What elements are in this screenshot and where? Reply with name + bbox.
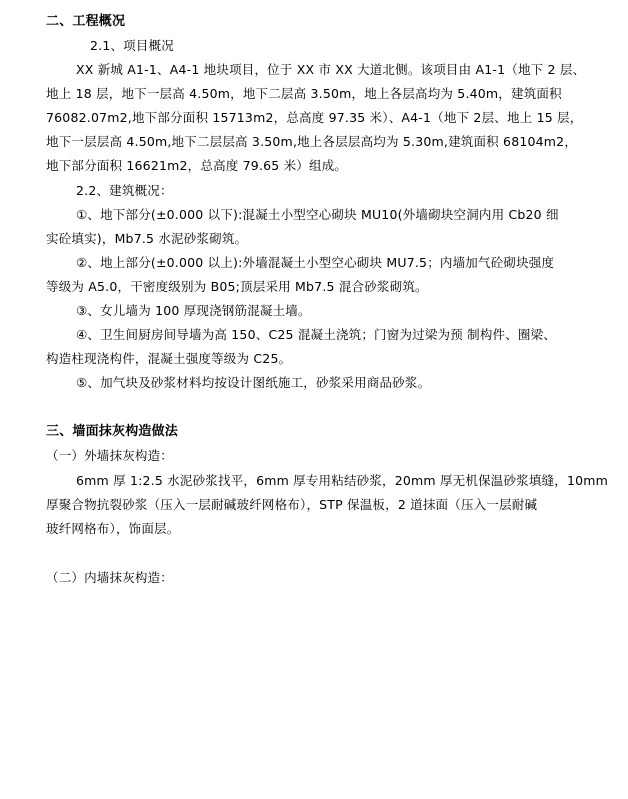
list-item-line: ③、女儿墙为 100 厚现浇钢筋混凝土墙。 <box>76 303 311 318</box>
section-3-title: 三、墙面抹灰构造做法 <box>46 424 179 439</box>
paragraph-line: 玻纤网格布），饰面层。 <box>46 521 180 536</box>
list-item-line: 实砼填实)，Mb7.5 水泥砂浆砌筑。 <box>46 231 248 246</box>
paragraph-line: 厚聚合物抗裂砂浆（压入一层耐碱玻纤网格布），STP 保温板，2 道抹面（压入一层耐碱 <box>46 497 538 512</box>
list-item-line: ④、卫生间厨房间导墙为高 150、C25 混凝土浇筑；门窗为过梁为预 制构件、圈梁、 <box>76 327 557 342</box>
list-item-line: ②、地上部分(±0.000 以上):外墙混凝土小型空心砌块 MU7.5；内墙加气砼砌块强度 <box>76 255 555 270</box>
exterior-wall-heading: （一）外墙抹灰构造： <box>46 448 174 463</box>
subsection-2-1-heading: 2.1、项目概况 <box>90 38 174 53</box>
list-item-line: 构造柱现浇构件，混凝土强度等级为 C25。 <box>46 351 292 366</box>
interior-wall-heading: （二）内墙抹灰构造： <box>46 570 174 585</box>
paragraph-line: 76082.07m2,地下部分面积 15713m2，总高度 97.35 米）、A4-1（地下 2层、地上 15 层， <box>46 110 583 125</box>
paragraph-line: 地下一层层高 4.50m,地下二层层高 3.50m,地上各层层高均为 5.30m,建筑面积 68104m2， <box>46 134 578 149</box>
paragraph-line: 地上 18 层，地下一层高 4.50m，地下二层高 3.50m，地上各层高均为 5.40m，建筑面积 <box>46 86 562 101</box>
list-item-line: ⑤、加气块及砂浆材料均按设计图纸施工，砂浆采用商品砂浆。 <box>76 375 431 390</box>
paragraph-line: XX 新城 A1-1、A4-1 地块项目，位于 XX 市 XX 大道北侧。该项目由 A1-1（地下 2 层、 <box>76 62 586 77</box>
list-item-line: 等级为 A5.0，干密度级别为 B05;顶层采用 Mb7.5 混合砂浆砌筑。 <box>46 279 428 294</box>
list-item-line: ①、地下部分(±0.000 以下):混凝土小型空心砌块 MU10(外墙砌块空洞内用 Cb20 细 <box>76 207 559 222</box>
paragraph-line: 6mm 厚 1:2.5 水泥砂浆找平，6mm 厚专用粘结砂浆，20mm 厚无机保温砂浆填缝，10mm <box>76 473 609 488</box>
subsection-2-2-heading: 2.2、建筑概况： <box>76 183 173 198</box>
section-2-title: 二、工程概况 <box>46 14 126 29</box>
paragraph-line: 地下部分面积 16621m2，总高度 79.65 米）组成。 <box>46 158 348 173</box>
